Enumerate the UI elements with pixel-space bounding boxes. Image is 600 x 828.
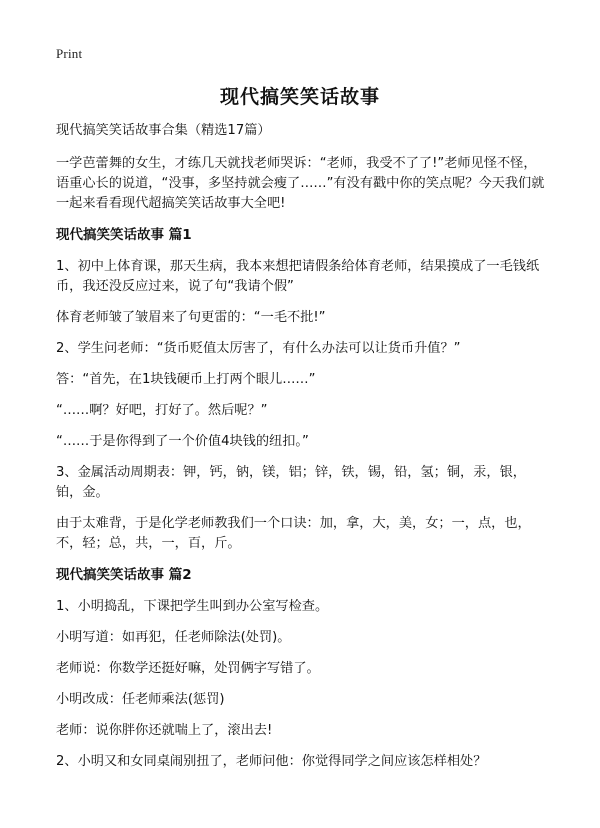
print-label: Print [56,46,83,61]
paragraph: 体育老师皱了皱眉来了句更雷的：“一毛不批!” [56,310,326,325]
intro-paragraph: 一学芭蕾舞的女生，才练几天就找老师哭诉：“老师，我受不了了!”老师见怪不怪，语重心长的说道，“没事，多坚持就会瘦了……”有没有戳中你的笑点呢？今天我们就一起来看看现代超搞笑笑话故事大全吧! [56,156,545,211]
paragraph: 1、小明捣乱，下课把学生叫到办公室写检查。 [56,599,329,614]
paragraph: 2、小明又和女同桌闹别扭了，老师问他：你觉得同学之间应该怎样相处？ [56,754,487,769]
paragraph: 老师说：你数学还挺好嘛，处罚俩字写错了。 [56,661,320,676]
document-body [56,121,546,783]
paragraph: “……啊？好吧，打好了。然后呢？” [56,403,268,418]
paragraph: 3、金属活动周期表：钾，钙，钠，镁，铝；锌，铁，锡，铅，氢；铜，汞，银，铂，金。 [56,465,526,500]
paragraph: “……于是你得到了一个价值4块钱的纽扣。” [56,434,309,449]
document-title: 现代搞笑笑话故事 [219,86,380,108]
section-heading: 现代搞笑笑话故事 篇1 [56,227,192,243]
paragraph: 1、初中上体育课，那天生病，我本来想把请假条给体育老师，结果摸成了一毛钱纸币，我还没反应过来，说了句“我请个假” [56,259,540,294]
section-heading: 现代搞笑笑话故事 篇2 [56,567,192,583]
paragraph: 小明写道：如再犯，任老师除法(处罚)。 [56,630,291,645]
paragraph: 老师：说你胖你还就喘上了，滚出去! [56,723,273,738]
paragraph: 小明改成：任老师乘法(惩罚) [56,692,225,707]
paragraph: 答：“首先，在1块钱硬币上打两个眼儿……” [56,372,316,387]
paragraph: 由于太难背，于是化学老师教我们一个口诀：加，拿，大，美，女；一，点，也，不，轻；总，共，一，百，斤。 [56,516,531,551]
document-subtitle: 现代搞笑笑话故事合集（精选17篇） [56,123,271,138]
paragraph: 2、学生问老师：“货币贬值太厉害了，有什么办法可以让货币升值？” [56,341,461,356]
